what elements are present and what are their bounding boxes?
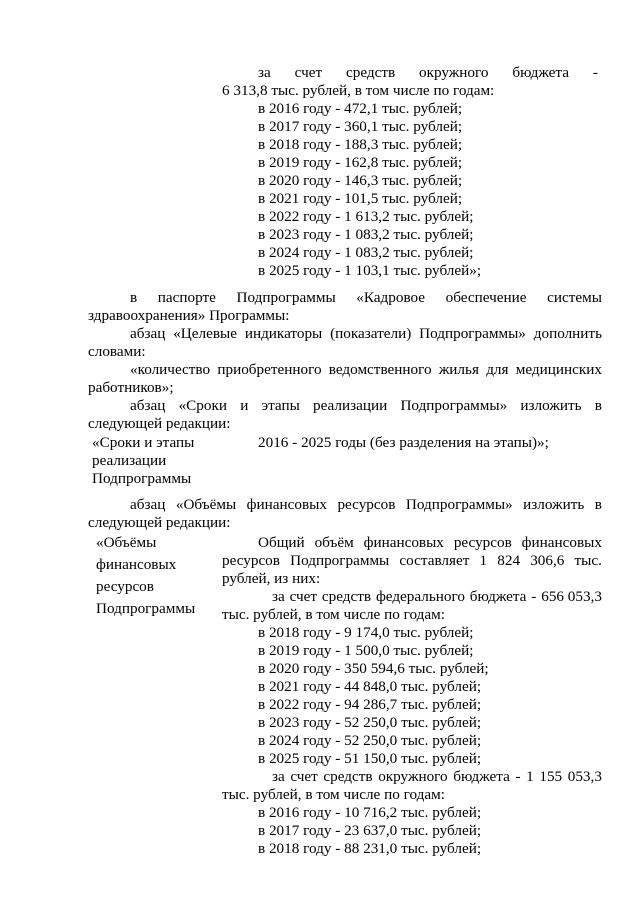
year-line: в 2021 году - 44 848,0 тыс. рублей; bbox=[258, 678, 482, 695]
year-line: в 2025 году - 51 150,0 тыс. рублей; bbox=[258, 750, 482, 767]
word: - bbox=[592, 64, 598, 81]
year-line: в 2020 году - 350 594,6 тыс. рублей; bbox=[258, 660, 489, 677]
word: за bbox=[258, 64, 271, 81]
indicators-paragraph-end: словами: bbox=[88, 343, 146, 360]
year-line: в 2017 году - 360,1 тыс. рублей; bbox=[258, 118, 463, 135]
year-line: в 2023 году - 1 083,2 тыс. рублей; bbox=[258, 226, 474, 243]
word: счет bbox=[294, 64, 323, 81]
table2-left-label: финансовых bbox=[96, 556, 177, 573]
indicators-paragraph-line: абзац «Целевые индикаторы (показатели) Подпрограммы» дополнить bbox=[130, 325, 602, 342]
table1-left-label: «Сроки и этапы bbox=[92, 434, 195, 451]
year-line: в 2023 году - 52 250,0 тыс. рублей; bbox=[258, 714, 482, 731]
year-line: в 2019 году - 1 500,0 тыс. рублей; bbox=[258, 642, 474, 659]
finance-paragraph-end: следующей редакции: bbox=[88, 514, 231, 531]
year-line: в 2025 году - 1 103,1 тыс. рублей»; bbox=[258, 262, 482, 279]
table1-right-value: 2016 - 2025 годы (без разделения на этапы)»; bbox=[258, 434, 549, 451]
total-line: Общий объём финансовых ресурсов финансовых bbox=[258, 534, 602, 551]
housing-paragraph-end: работников»; bbox=[88, 379, 174, 396]
passport-paragraph-line: в паспорте Подпрограммы «Кадровое обеспечение системы bbox=[130, 289, 602, 306]
year-line: в 2018 году - 9 174,0 тыс. рублей; bbox=[258, 624, 474, 641]
finance-paragraph-line: абзац «Объёмы финансовых ресурсов Подпрограммы» изложить в bbox=[130, 496, 602, 513]
terms-paragraph-line: абзац «Сроки и этапы реализации Подпрограммы» изложить в bbox=[130, 397, 602, 414]
year-line: в 2017 году - 23 637,0 тыс. рублей; bbox=[258, 822, 482, 839]
year-line: в 2018 году - 188,3 тыс. рублей; bbox=[258, 136, 463, 153]
year-line: в 2018 году - 88 231,0 тыс. рублей; bbox=[258, 840, 482, 857]
okrug-budget-total: 6 313,8 тыс. рублей, в том числе по годам: bbox=[222, 82, 495, 99]
table1-left-label: реализации bbox=[92, 452, 167, 469]
okrug-budget-total: тыс. рублей, в том числе по годам: bbox=[222, 786, 445, 803]
table1-left-label: Подпрограммы bbox=[92, 470, 192, 487]
year-line: в 2024 году - 1 083,2 тыс. рублей; bbox=[258, 244, 474, 261]
okrug-budget-line: за счет средств окружного бюджета - 1 155 053,3 bbox=[272, 768, 602, 785]
total-line: рублей, из них: bbox=[222, 570, 321, 587]
table2-left-label: Подпрограммы bbox=[96, 600, 196, 617]
year-line: в 2022 году - 94 286,7 тыс. рублей; bbox=[258, 696, 482, 713]
year-line: в 2016 году - 10 716,2 тыс. рублей; bbox=[258, 804, 482, 821]
word: бюджета bbox=[512, 64, 569, 81]
federal-budget-line: за счет средств федерального бюджета - 656 053,3 bbox=[272, 588, 602, 605]
word: средств bbox=[345, 64, 396, 81]
year-line: в 2024 году - 52 250,0 тыс. рублей; bbox=[258, 732, 482, 749]
terms-paragraph-end: следующей редакции: bbox=[88, 415, 231, 432]
year-line: в 2019 году - 162,8 тыс. рублей; bbox=[258, 154, 463, 171]
federal-budget-total: тыс. рублей, в том числе по годам: bbox=[222, 606, 445, 623]
table2-left-label: ресурсов bbox=[96, 578, 154, 595]
okrug-budget-line bbox=[258, 64, 598, 82]
housing-paragraph-line: «количество приобретенного ведомственного жилья для медицинских bbox=[130, 361, 602, 378]
total-line: ресурсов Подпрограммы составляет 1 824 306,6 тыс. bbox=[222, 552, 602, 569]
passport-paragraph-end: здравоохранения» Программы: bbox=[88, 307, 290, 324]
year-line: в 2021 году - 101,5 тыс. рублей; bbox=[258, 190, 463, 207]
table2-left-label: «Объёмы bbox=[96, 534, 157, 551]
year-line: в 2022 году - 1 613,2 тыс. рублей; bbox=[258, 208, 474, 225]
word: окружного bbox=[419, 64, 489, 81]
year-line: в 2016 году - 472,1 тыс. рублей; bbox=[258, 100, 463, 117]
year-line: в 2020 году - 146,3 тыс. рублей; bbox=[258, 172, 463, 189]
